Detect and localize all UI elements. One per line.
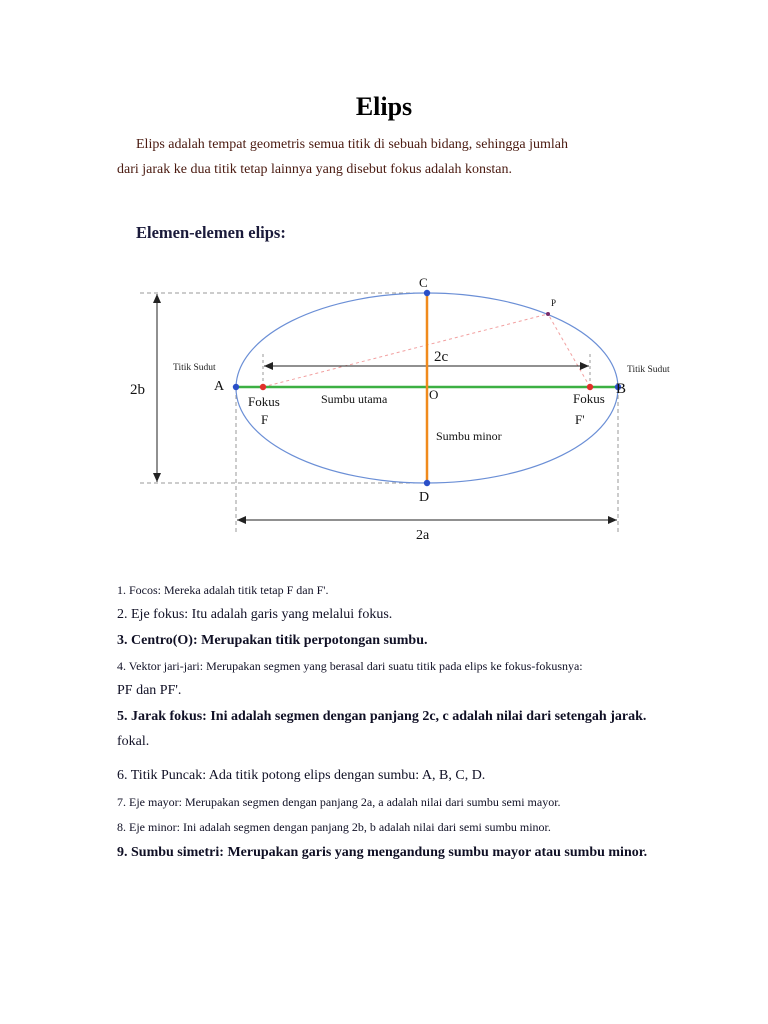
- label-fokus-left: Fokus: [248, 394, 280, 409]
- list-item: 8. Eje minor: Ini adalah segmen dengan panjang 2b, b adalah nilai dari semi sumbu minor.: [117, 820, 551, 834]
- list-item: 4. Vektor jari-jari: Merupakan segmen yang berasal dari suatu titik pada elips ke fokus-fokusnya:: [117, 659, 583, 673]
- label-2a: 2a: [416, 528, 430, 543]
- label-titik-sudut-right: Titik Sudut: [627, 365, 670, 375]
- focus-f-prime-point: [587, 384, 593, 390]
- vertex-c-point: [424, 290, 430, 296]
- arrowhead-2a-right: [608, 516, 617, 524]
- list-item: PF dan PF'.: [117, 683, 182, 698]
- label-a: A: [214, 379, 225, 394]
- label-2c: 2c: [434, 349, 449, 365]
- focal-ray-pf: [263, 314, 548, 387]
- vertex-d-point: [424, 480, 430, 486]
- section-heading: Elemen-elemen elips:: [136, 223, 286, 242]
- list-item: fokal.: [117, 734, 150, 749]
- list-item: 9. Sumbu simetri: Merupakan garis yang mengandung sumbu mayor atau sumbu minor.: [117, 845, 648, 860]
- point-p: [546, 312, 550, 316]
- label-p: P: [551, 298, 557, 308]
- focus-f-point: [260, 384, 266, 390]
- label-f: F: [261, 412, 269, 427]
- list-item: 5. Jarak fokus: Ini adalah segmen dengan panjang 2c, c adalah nilai dari setengah jarak.: [117, 709, 647, 724]
- label-sumbu-minor: Sumbu minor: [436, 429, 502, 443]
- label-2b: 2b: [130, 382, 145, 398]
- arrowhead-2b-bottom: [153, 473, 161, 482]
- label-d: D: [419, 490, 430, 505]
- list-item: 1. Focos: Mereka adalah titik tetap F dan F'.: [117, 583, 329, 597]
- label-b: B: [616, 381, 627, 397]
- vertex-a-point: [233, 384, 239, 390]
- arrowhead-2c-right: [580, 362, 589, 370]
- label-f-prime: F': [575, 412, 585, 427]
- label-o: O: [429, 387, 439, 402]
- arrowhead-2b-top: [153, 294, 161, 303]
- arrowhead-2c-left: [264, 362, 273, 370]
- label-c: C: [419, 275, 428, 290]
- intro-line-1: Elips adalah tempat geometris semua titik di sebuah bidang, sehingga jumlah: [136, 137, 568, 152]
- page-title: Elips: [355, 92, 413, 121]
- label-titik-sudut-left: Titik Sudut: [173, 363, 216, 373]
- list-item: 7. Eje mayor: Merupakan segmen dengan panjang 2a, a adalah nilai dari sumbu semi mayor.: [117, 795, 561, 809]
- label-fokus-right: Fokus: [573, 391, 605, 406]
- arrowhead-2a-left: [237, 516, 246, 524]
- list-item: 6. Titik Puncak: Ada titik potong elips dengan sumbu: A, B, C, D.: [117, 768, 486, 783]
- list-item: 2. Eje fokus: Itu adalah garis yang melalui fokus.: [117, 607, 393, 622]
- list-item: 3. Centro(O): Merupakan titik perpotongan sumbu.: [117, 633, 428, 648]
- intro-line-2: dari jarak ke dua titik tetap lainnya yang disebut fokus adalah konstan.: [117, 162, 512, 177]
- label-sumbu-utama: Sumbu utama: [321, 392, 388, 406]
